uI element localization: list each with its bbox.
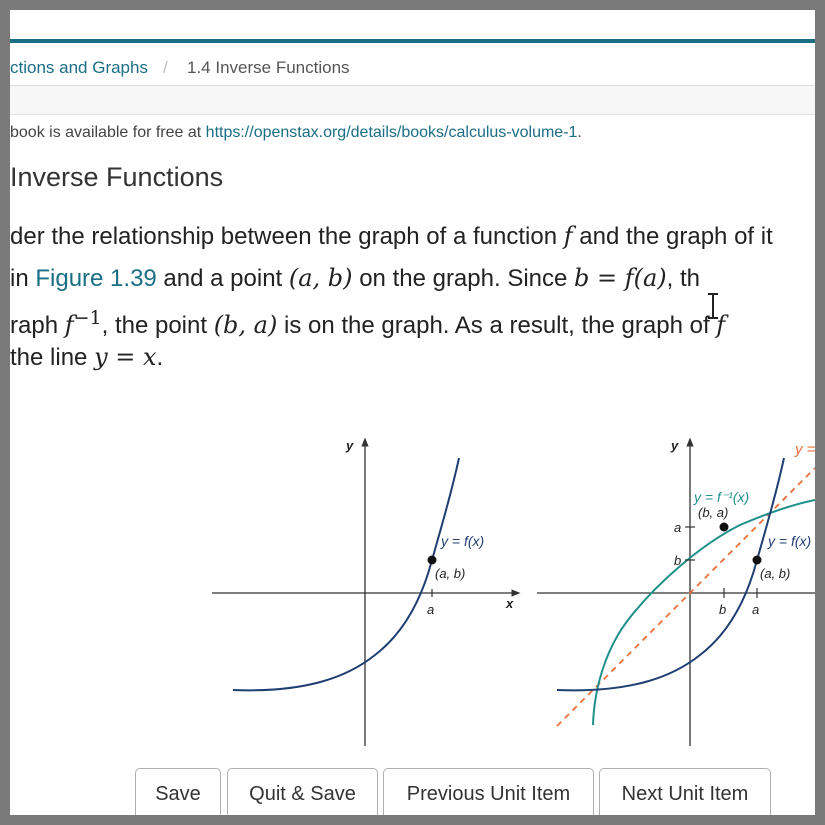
text: der the relationship between the graph of a function [10,223,564,250]
right-tick-a-y-label: a [674,520,682,535]
previous-unit-item-button[interactable]: Previous Unit Item [383,768,594,815]
math-equation: b = f(a) [574,264,667,292]
left-x-axis-label: x [506,596,514,611]
paragraph-line-1 [10,222,773,251]
right-diagonal-line [557,468,815,726]
right-tick-a-x-label: a [752,602,760,617]
notice-suffix: . [577,124,582,141]
right-point-ab-label: (a, b) [760,566,791,581]
breadcrumb-current: 1.4 Inverse Functions [187,58,350,77]
notice-prefix: book is available for free at [10,124,206,141]
text-cursor-icon [706,293,720,319]
save-button[interactable]: Save [135,768,221,815]
math-f: f [716,311,726,339]
right-curve-label: y = f(x) [768,533,812,549]
toolbar-band [10,86,815,115]
text: is on the graph. As a result, the graph of [277,312,717,339]
right-point-ba-label: (b, a) [698,505,729,520]
math-f: f [64,311,74,339]
math-f: f [563,222,573,250]
breadcrumb-parent-link[interactable]: ctions and Graphs [10,58,148,77]
text: and the graph of it [572,223,773,250]
openstax-book-link[interactable]: https://openstax.org/details/books/calculus-volume-1 [205,124,578,141]
right-inverse-label: y = f⁻¹(x) [694,489,750,505]
breadcrumb [10,43,815,86]
browser-viewport [10,10,815,815]
math-superscript: −1 [73,307,102,329]
right-tick-b-x-label: b [719,602,727,617]
inverse-function-figure [200,420,815,750]
left-point-label: (a, b) [435,566,466,581]
availability-notice [10,124,582,142]
left-point-ab [428,556,437,565]
text: raph [10,312,65,339]
left-tick-a-label: a [427,602,435,617]
left-curve-label: y = f(x) [441,533,485,549]
math-point-ba: (b, a) [213,311,278,339]
text: on the graph. Since [352,265,575,292]
right-tick-b-y-label: b [674,553,682,568]
right-point-ba [720,523,729,532]
right-y-axis-label: y [671,438,679,453]
left-f-curve [233,458,459,690]
paragraph-line-3 [10,307,725,340]
left-graph [212,438,516,746]
text: , th [666,265,701,292]
quit-save-button[interactable]: Quit & Save [227,768,378,815]
left-y-axis-label: y [346,438,354,453]
text: and a point [156,265,289,292]
right-point-ab [753,556,762,565]
section-title: Inverse Functions [10,162,224,192]
paragraph-line-2 [10,264,700,293]
figure-link[interactable]: Figure 1.39 [35,265,157,292]
math-y-equals-x: y = x [94,343,157,371]
footer-button-bar [10,756,815,815]
next-unit-item-button[interactable]: Next Unit Item [599,768,771,815]
text: , the point [101,312,214,339]
right-graph [537,438,815,746]
math-point-ab: (a, b) [288,264,353,292]
text: the line [10,344,95,371]
paragraph-line-4 [10,343,163,372]
text: . [156,344,164,371]
text: in [10,265,36,292]
breadcrumb-separator: / [163,58,168,77]
right-diagonal-label: y = [795,441,815,458]
